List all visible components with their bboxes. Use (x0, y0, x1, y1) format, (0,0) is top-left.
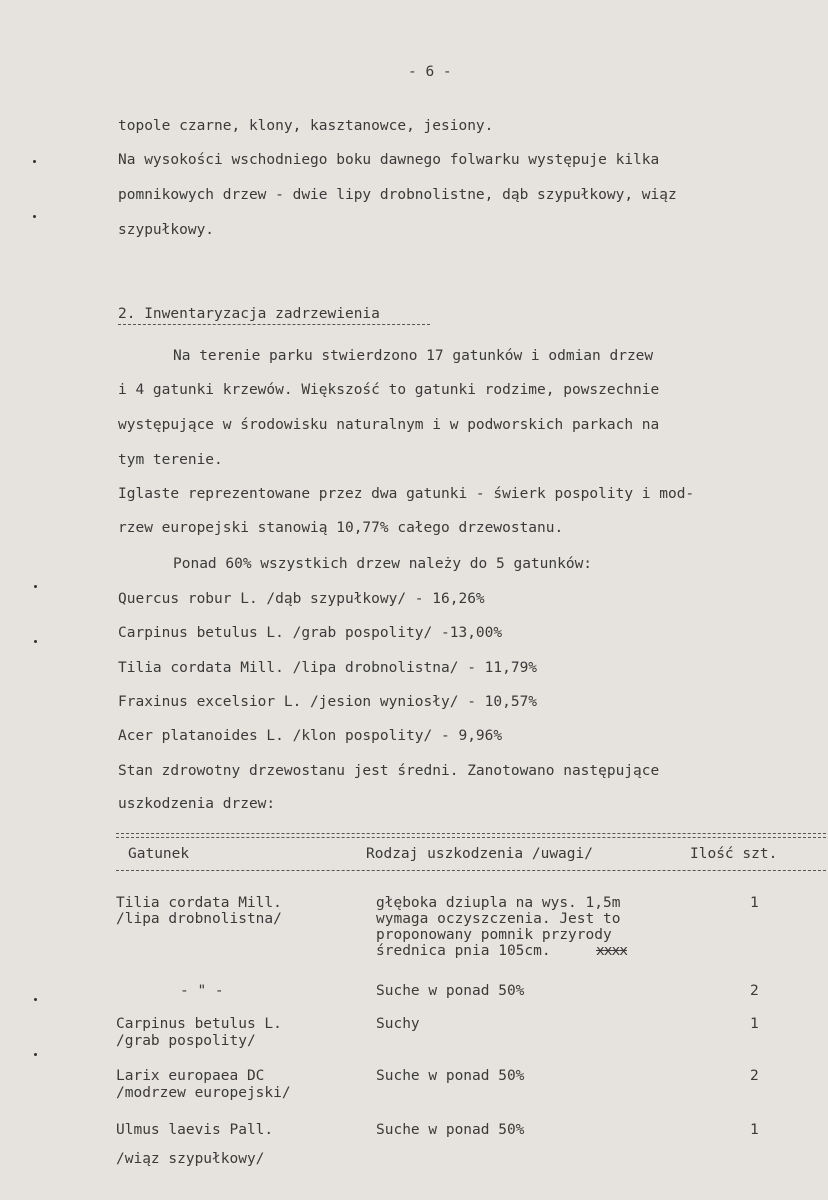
species-cell: /lipa drobnolistna/ (116, 911, 282, 927)
species-cell: Ulmus laevis Pall. (116, 1122, 274, 1138)
body-line: Stan zdrowotny drzewostanu jest średni. Zanotowano następujące (118, 763, 660, 779)
species-cell: Tilia cordata Mill. (116, 895, 282, 911)
damage-cell: Suche w ponad 50% (376, 1068, 525, 1084)
damage-cell: średnica pnia 105cm. (376, 943, 551, 959)
header-count: Ilość szt. (690, 846, 778, 862)
count-cell: 2 (750, 983, 759, 999)
species-cell: Carpinus betulus L. (116, 1016, 282, 1032)
intro-line: szypułkowy. (118, 222, 215, 238)
species-cell: Larix europaea DC (116, 1068, 265, 1084)
body-line: występujące w środowisku naturalnym i w podworskich parkach na (118, 417, 660, 433)
table-top-rule (116, 833, 826, 834)
margin-dot (34, 640, 37, 643)
header-species: Gatunek (128, 846, 190, 862)
damage-cell: Suchy (376, 1016, 420, 1032)
count-cell: 1 (750, 1016, 759, 1032)
margin-dot (34, 1053, 37, 1056)
species-share-line: Fraxinus excelsior L. /jesion wyniosły/ - 10,57% (118, 694, 538, 710)
struck-out-text: xxxx (596, 943, 627, 959)
count-cell: 1 (750, 1122, 759, 1138)
body-line: Na terenie parku stwierdzono 17 gatunków i odmian drzew (173, 348, 654, 364)
count-cell: 1 (750, 895, 759, 911)
margin-dot (33, 215, 36, 218)
margin-dot (34, 585, 37, 588)
species-share-line: Quercus robur L. /dąb szypułkowy/ - 16,26% (118, 591, 485, 607)
species-share-line: Tilia cordata Mill. /lipa drobnolistna/ - 11,79% (118, 660, 538, 676)
table-top-rule-2 (116, 837, 826, 838)
body-line: tym terenie. (118, 452, 223, 468)
damage-cell: Suche w ponad 50% (376, 1122, 525, 1138)
page-number: - 6 - (408, 64, 452, 80)
damage-cell: proponowany pomnik przyrody (376, 927, 612, 943)
table-header-rule (116, 870, 826, 871)
damage-cell: wymaga oczyszczenia. Jest to (376, 911, 621, 927)
margin-dot (34, 998, 37, 1001)
species-share-line: Carpinus betulus L. /grab pospolity/ -13,00% (118, 625, 503, 641)
heading-underline (118, 324, 430, 325)
species-cell: /grab pospolity/ (116, 1033, 256, 1049)
species-cell: - " - (180, 983, 224, 999)
body-line: Ponad 60% wszystkich drzew należy do 5 gatunków: (173, 556, 593, 572)
damage-cell: głęboka dziupla na wys. 1,5m (376, 895, 621, 911)
count-cell: 2 (750, 1068, 759, 1084)
margin-dot (33, 160, 36, 163)
species-share-line: Acer platanoides L. /klon pospolity/ - 9,96% (118, 728, 503, 744)
intro-line: topole czarne, klony, kasztanowce, jesiony. (118, 118, 494, 134)
intro-line: Na wysokości wschodniego boku dawnego folwarku występuje kilka (118, 152, 660, 168)
species-cell: /wiąz szypułkowy/ (116, 1151, 265, 1167)
header-damage: Rodzaj uszkodzenia /uwagi/ (366, 846, 593, 862)
body-line: uszkodzenia drzew: (118, 796, 276, 812)
body-line: Iglaste reprezentowane przez dwa gatunki - świerk pospolity i mod- (118, 486, 695, 502)
body-line: rzew europejski stanowią 10,77% całego drzewostanu. (118, 520, 564, 536)
body-line: i 4 gatunki krzewów. Większość to gatunki rodzime, powszechnie (118, 382, 660, 398)
intro-line: pomnikowych drzew - dwie lipy drobnolistne, dąb szypułkowy, wiąz (118, 187, 677, 203)
section-heading: 2. Inwentaryzacja zadrzewienia (118, 306, 380, 322)
species-cell: /modrzew europejski/ (116, 1085, 291, 1101)
damage-cell: Suche w ponad 50% (376, 983, 525, 999)
